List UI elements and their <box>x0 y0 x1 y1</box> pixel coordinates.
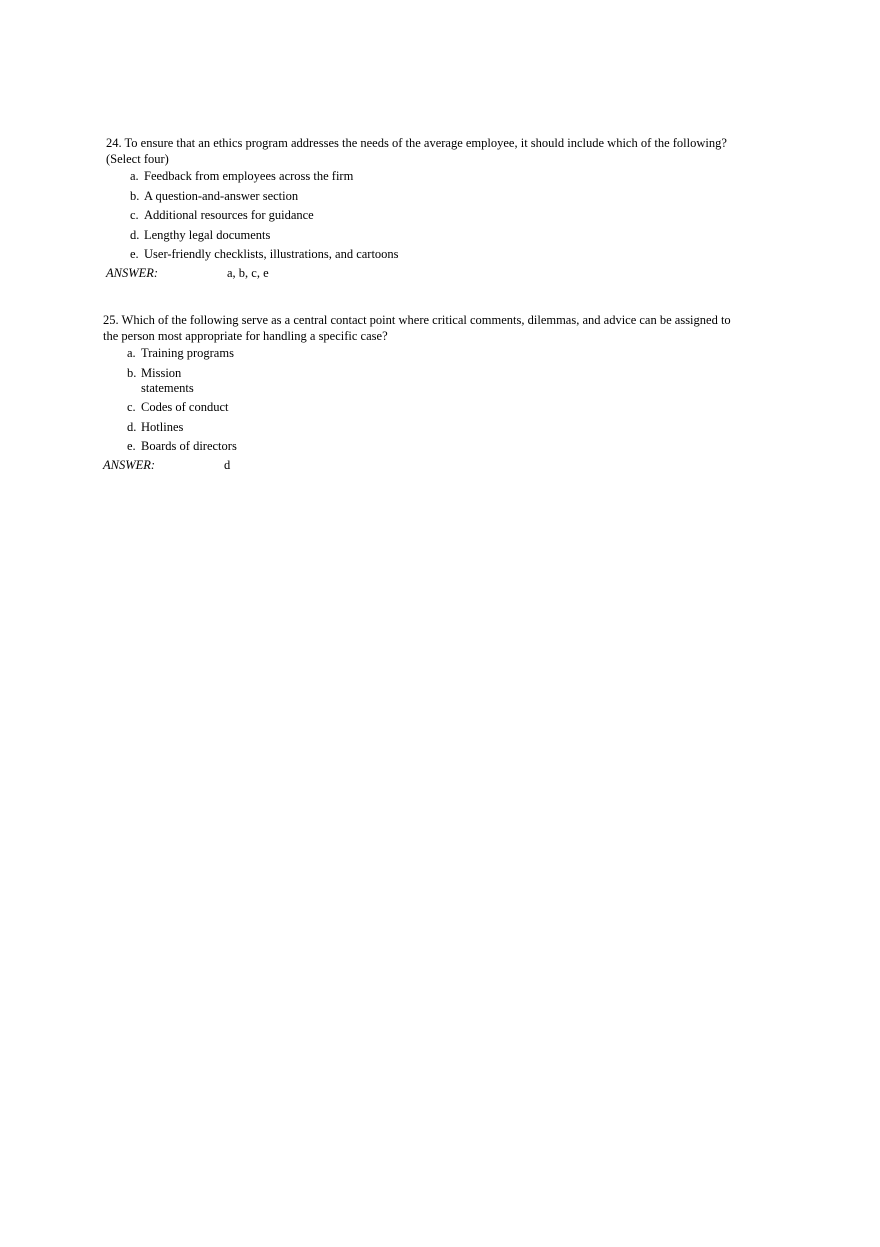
option-letter: c. <box>127 400 136 415</box>
question-stem: 24. To ensure that an ethics program addresses the needs of the average employee, it should include which of the following? (Select four) <box>106 136 727 166</box>
option-letter: b. <box>130 188 140 203</box>
option-item <box>106 208 746 223</box>
question-stem: 25. Which of the following serve as a central contact point where critical comments, dilemmas, and advice can be assigned to the person most appropriate for handling a specific case? <box>103 313 731 343</box>
option-letter: b. <box>127 365 137 380</box>
option-text: A question-and-answer section <box>144 188 299 203</box>
option-item <box>106 247 746 262</box>
option-letter: a. <box>130 169 139 183</box>
option-text: Additional resources for guidance <box>144 208 314 223</box>
option-letter: a. <box>127 346 136 360</box>
option-letter: d. <box>130 227 140 242</box>
answer-row <box>106 266 746 281</box>
option-item <box>103 420 743 435</box>
option-item <box>103 346 743 361</box>
option-text: Lengthy legal documents <box>144 227 271 242</box>
answer-label: ANSWER: <box>106 265 159 280</box>
question-25 <box>103 312 743 473</box>
option-text: Hotlines <box>141 419 184 434</box>
option-letter: d. <box>127 419 137 434</box>
question-24 <box>106 135 746 281</box>
option-text: Mission statements <box>141 365 194 395</box>
option-item <box>106 228 746 243</box>
answer-value: a, b, c, e <box>227 265 269 280</box>
option-item <box>106 169 746 184</box>
option-text: User-friendly checklists, illustrations, and cartoons <box>144 247 399 262</box>
option-item <box>103 439 743 454</box>
option-letter: e. <box>127 439 136 454</box>
option-text: Feedback from employees across the firm <box>144 169 354 183</box>
option-item <box>103 366 743 396</box>
option-text: Training programs <box>141 346 234 360</box>
answer-row <box>103 458 743 473</box>
option-text: Boards of directors <box>141 439 237 454</box>
option-item <box>103 400 743 415</box>
answer-label: ANSWER: <box>103 457 156 472</box>
option-letter: e. <box>130 247 139 262</box>
answer-value: d <box>224 457 231 472</box>
option-list <box>103 346 743 454</box>
option-list <box>106 169 746 262</box>
option-item <box>106 189 746 204</box>
option-text: Codes of conduct <box>141 400 229 415</box>
option-letter: c. <box>130 208 139 223</box>
